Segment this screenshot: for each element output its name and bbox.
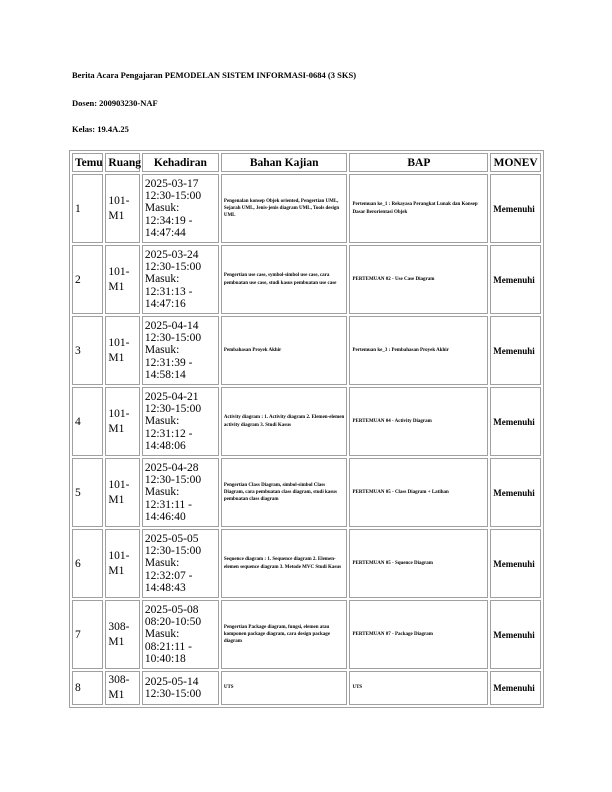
study-material-cell: Pengertian use case, symbol-simbol use case, cara pembuatan use case, studi kasus pembuatan use case [221,245,348,314]
col-header-bahan-kajian: Bahan Kajian [221,153,348,172]
meeting-number-cell: 8 [72,671,103,705]
table-row [72,316,541,385]
table-row [72,458,541,527]
meeting-number-cell: 1 [72,174,103,243]
lecturer-line: Dosen: 200903230-NAF [72,98,158,108]
monev-cell: Memenuhi [490,671,541,705]
room-cell: 101-M1 [105,458,139,527]
attendance-cell: 2025-03-17 12:30-15:00 Masuk: 12:34:19 - 14:47:44 [142,174,219,243]
room-cell: 101-M1 [105,174,139,243]
monev-cell: Memenuhi [490,387,541,456]
study-material-cell: Activity diagram : 1. Activity diagram 2. Elemen-elemen activity diagram 3. Studi Kasus [221,387,348,456]
attendance-cell: 2025-05-14 12:30-15:00 [142,671,219,705]
study-material-cell: Pengenalan konsep Objek oriented, Pengertian UML, Sejarah UML, Jenis-jenis diagram UML, Tools design UML [221,174,348,243]
meeting-number-cell: 5 [72,458,103,527]
monev-cell: Memenuhi [490,316,541,385]
table-row [72,245,541,314]
table-row [72,529,541,598]
table-body [72,174,541,705]
study-material-cell: Pengertian Class Diagram, simbol-simbol Class Diagram, cara pembuatan class diagram, studi kasus pembuatan class diagram [221,458,348,527]
monev-cell: Memenuhi [490,174,541,243]
meeting-number-cell: 7 [72,600,103,669]
table-row [72,387,541,456]
study-material-cell: UTS [221,671,348,705]
table-row [72,671,541,705]
meeting-number-cell: 2 [72,245,103,314]
bap-cell: PERTEMUAN 05 - Squence Diagram [349,529,488,598]
room-cell: 308-M1 [105,600,139,669]
teaching-record-table [69,150,544,708]
attendance-cell: 2025-04-21 12:30-15:00 Masuk: 12:31:12 - 14:48:06 [142,387,219,456]
study-material-cell: Pembahasan Proyek Akhir [221,316,348,385]
table-header-row [72,153,541,172]
bap-cell: PERTEMUAN 07 - Package Diagram [349,600,488,669]
table-row [72,600,541,669]
bap-cell: Pertemuan ke_3 : Pembahasan Proyek Akhir [349,316,488,385]
monev-cell: Memenuhi [490,458,541,527]
attendance-cell: 2025-05-08 08:20-10:50 Masuk: 08:21:11 - 10:40:18 [142,600,219,669]
monev-cell: Memenuhi [490,600,541,669]
attendance-cell: 2025-04-14 12:30-15:00 Masuk: 12:31:39 - 14:58:14 [142,316,219,385]
room-cell: 101-M1 [105,387,139,456]
bap-cell: PERTEMUAN 02 - Use Case Diagram [349,245,488,314]
bap-cell: PERTEMUAN 05 - Class Diagram + Latihan [349,458,488,527]
attendance-cell: 2025-03-24 12:30-15:00 Masuk: 12:31:13 - 14:47:16 [142,245,219,314]
col-header-ruang: Ruang [105,153,139,172]
meeting-number-cell: 3 [72,316,103,385]
monev-cell: Memenuhi [490,529,541,598]
monev-cell: Memenuhi [490,245,541,314]
bap-cell: PERTEMUAN 04 - Activity Diagram [349,387,488,456]
meeting-number-cell: 6 [72,529,103,598]
room-cell: 101-M1 [105,316,139,385]
room-cell: 308-M1 [105,671,139,705]
document-title: Berita Acara Pengajaran PEMODELAN SISTEM INFORMASI-0684 (3 SKS) [72,70,357,80]
col-header-monev: MONEV [490,153,541,172]
col-header-temu: Temu [72,153,103,172]
attendance-cell: 2025-05-05 12:30-15:00 Masuk: 12:32:07 - 14:48:43 [142,529,219,598]
meeting-number-cell: 4 [72,387,103,456]
attendance-cell: 2025-04-28 12:30-15:00 Masuk: 12:31:11 - 14:46:40 [142,458,219,527]
col-header-kehadiran: Kehadiran [142,153,219,172]
study-material-cell: Sequence diagram : 1. Sequence diagram 2. Elemen-elemen sequence diagram 3. Metode MVC Studi Kasus [221,529,348,598]
col-header-bap: BAP [349,153,488,172]
table-row [72,174,541,243]
room-cell: 101-M1 [105,529,139,598]
room-cell: 101-M1 [105,245,139,314]
bap-cell: UTS [349,671,488,705]
class-line: Kelas: 19.4A.25 [72,124,129,134]
study-material-cell: Pengertian Package diagram, fungsi, elemen atau komponen package diagram, cara design package diagram [221,600,348,669]
bap-cell: Pertemuan ke_1 : Rekayasa Perangkat Lunak dan Konsep Dasar Berorientasi Objek [349,174,488,243]
